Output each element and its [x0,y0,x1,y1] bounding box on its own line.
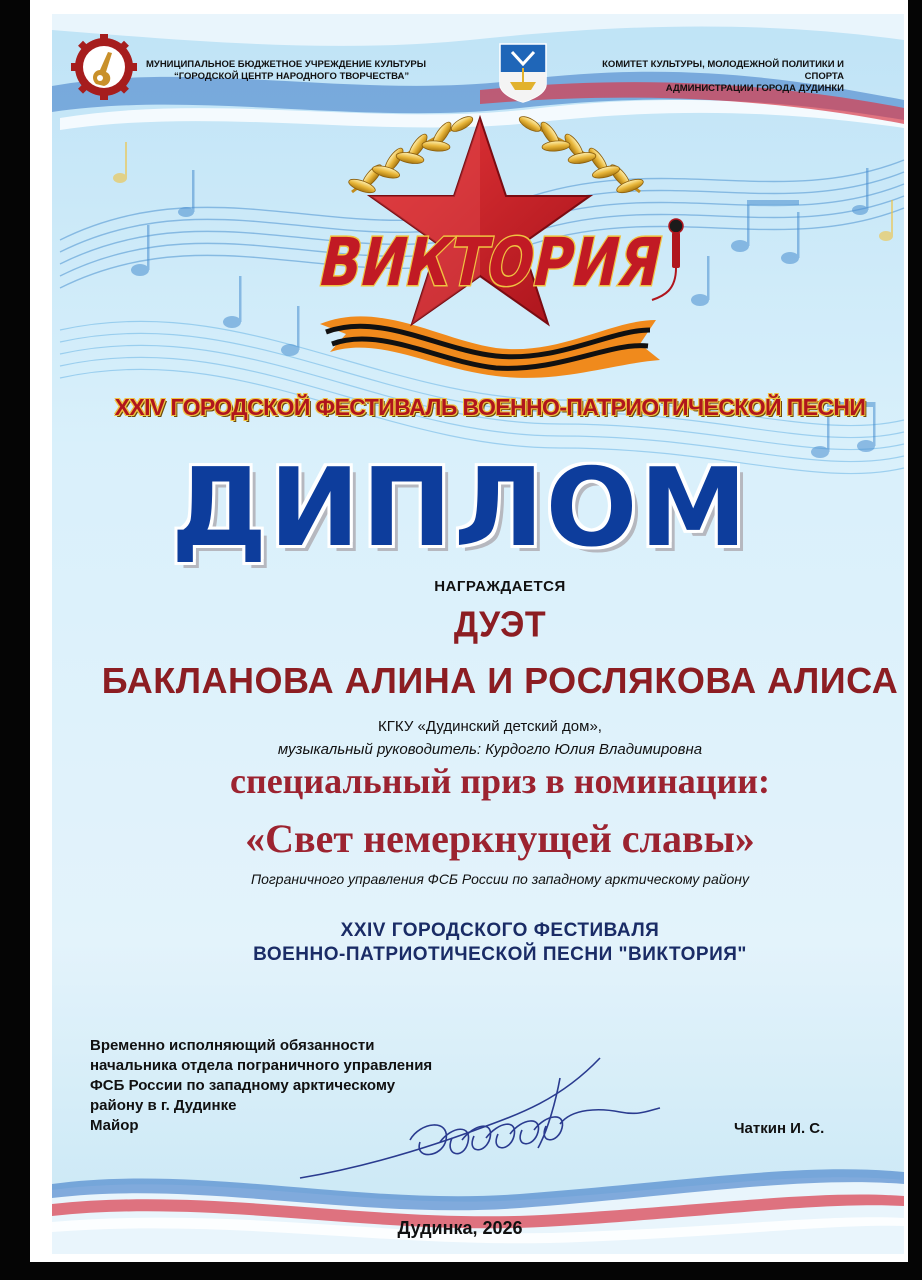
culture-center-logo-icon [71,34,137,100]
duet-label: ДУЭТ [453,604,547,646]
recipient-organization: КГКУ «Дудинский детский дом», [378,718,602,735]
left-org-line2: “ГОРОДСКОЙ ЦЕНТР НАРОДНОГО ТВОРЧЕСТВА” [174,71,410,82]
recipient-names: БАКЛАНОВА АЛИНА И РОСЛЯКОВА АЛИСА [101,660,899,701]
music-director-line [100,741,880,758]
nomination-title: «Свет немеркнущей славы» [245,816,755,861]
special-prize-label: специальный приз в номинации: [229,761,771,801]
awarding-department: Пограничного управления ФСБ России по западному арктическому району [250,871,750,887]
victoria-wordmark-text: ВИКТОРИЯ [312,223,745,301]
signatory-line4: району в г. Дудинке [90,1097,237,1114]
signatory-line1: Временно исполняющий обязанности [90,1037,375,1054]
left-org-line1: МУНИЦИПАЛЬНОЕ БЮДЖЕТНОЕ УЧРЕЖДЕНИЕ КУЛЬТУРЫ [146,59,426,70]
dudinka-coat-of-arms-icon [500,44,546,102]
music-director-text: музыкальный руководитель: Курдогло Юлия Владимировна [277,741,703,758]
signatory-title [90,1036,560,1136]
festival-heading: XXIV ГОРОДСКОЙ ФЕСТИВАЛЬ ВОЕННО-ПАТРИОТИЧЕСКОЙ ПЕСНИ [114,394,866,420]
signatory-line2: начальника отдела пограничного управления [90,1057,433,1074]
culture-committee-org-name [566,59,844,95]
right-org-line2: АДМИНИСТРАЦИИ ГОРОДА ДУДИНКИ [665,83,844,94]
signatory-rank: Майор [90,1117,139,1134]
right-org-line1: КОМИТЕТ КУЛЬТУРЫ, МОЛОДЕЖНОЙ ПОЛИТИКИ И СПОРТА [602,59,844,82]
festival-full-name-line1: XXIV ГОРОДСКОГО ФЕСТИВАЛЯ [340,920,660,941]
signer-name: Чаткин И. С. [734,1120,825,1137]
culture-center-org-name [146,59,476,83]
city-and-year: Дудинка, 2026 [397,1218,523,1238]
victoria-wordmark [312,223,745,301]
diploma-title: ДИПЛОМ [171,446,749,571]
awarded-label: НАГРАЖДАЕТСЯ [434,578,566,595]
signatory-line3: ФСБ России по западному арктическому [90,1077,396,1094]
festival-full-name-line2: ВОЕННО-ПАТРИОТИЧЕСКОЙ ПЕСНИ "ВИКТОРИЯ" [253,944,747,965]
